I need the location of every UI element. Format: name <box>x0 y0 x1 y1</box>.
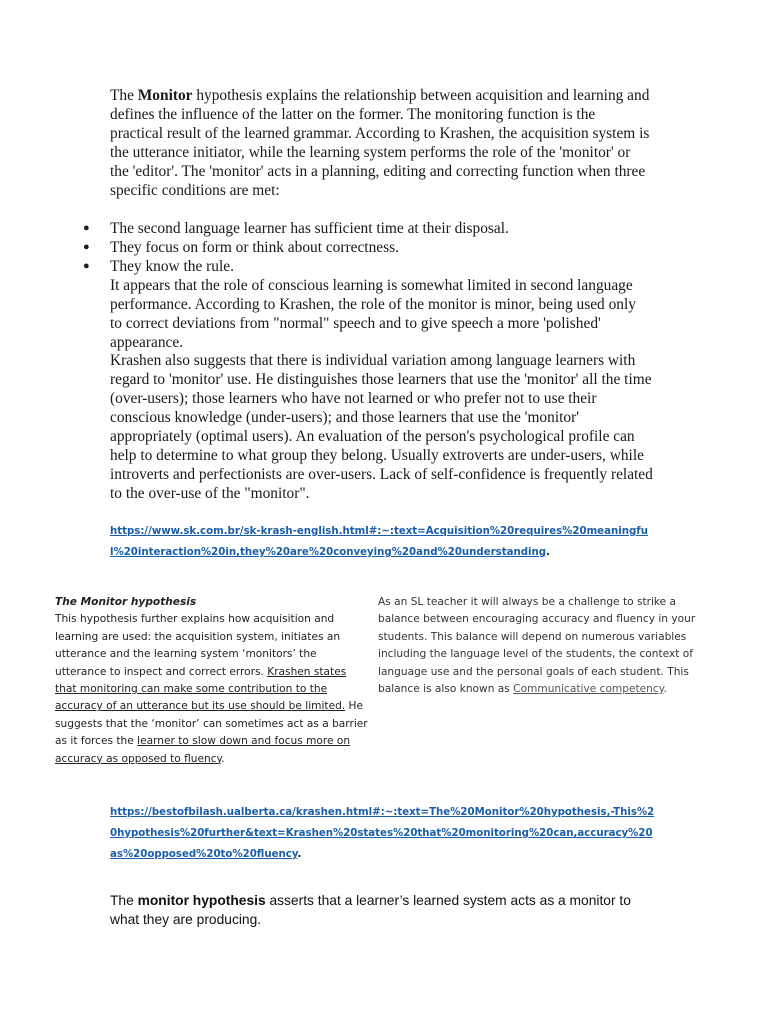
intro-text: hypothesis explains the relationship between acquisition and learning and defines the influence of the latter on the former. The monitoring function is the practical result of the learned grammar. According to Krashen, the acquisition system is the utterance initiator, while the learning system performs the role of the 'monitor' or the 'editor'. The 'monitor' acts in a planning, editing and correcting function when three specific conditions are met: <box>110 87 650 199</box>
communicative-competency-link[interactable]: Communicative competency <box>513 683 664 696</box>
intro-prefix: The <box>110 87 138 104</box>
source-link-1-block <box>110 520 655 562</box>
intro-paragraph <box>110 86 650 200</box>
left-column-end: . <box>221 752 225 765</box>
right-column-text: As an SL teacher it will always be a challenge to strike a balance between encouraging accuracy and fluency in your students. This balance will depend on numerous variables including the language level of the students, the context of language use and the personal goals of each student. This balance is also known as <box>378 596 696 696</box>
condition-item: ● They know the rule. <box>110 257 650 276</box>
monitor-hypothesis-term: monitor hypothesis <box>137 893 266 908</box>
conclusion-paragraph <box>110 891 655 929</box>
source-link-ualberta[interactable]: https://bestofbilash.ualberta.ca/krashen.html#:~:text=The%20Monitor%20hypothesis,-This%20hypothesis%20further&text=Krashen%20states%20that%20monitoring%20can,accuracy%20as%20opposed%20to%20fluency <box>110 807 655 860</box>
source-link-2-block <box>110 801 655 864</box>
source-link-1-period: . <box>546 547 550 558</box>
role-paragraph: It appears that the role of conscious learning is somewhat limited in second language performance. According to Krashen, the role of the monitor is minor, being used only to correct deviations from "normal" speech and to give speech a more 'polished' appearance. <box>110 277 636 351</box>
right-column <box>378 594 708 698</box>
condition-item: ● They focus on form or think about correctness. <box>110 238 650 257</box>
source-link-sk[interactable]: https://www.sk.com.br/sk-krash-english.html#:~:text=Acquisition%20requires%20meaningful%20interaction%20in,they%20are%20conveying%20and%20understanding <box>110 526 648 558</box>
conclusion-prefix: The <box>110 893 138 908</box>
left-column-text-1: This hypothesis further explains how acquisition and learning are used: the acquisition system, initiates an utterance and the learning system ‘monitors’ the utterance to inspect and correct errors. <box>55 613 341 678</box>
right-column-end: . <box>663 683 667 696</box>
monitor-term: Monitor <box>137 87 193 104</box>
conclusion-text: asserts that a learner’s learned system acts as a monitor to what they are producing. <box>110 893 631 927</box>
column-heading: The Monitor hypothesis <box>55 596 197 608</box>
source-link-2-period: . <box>297 849 302 860</box>
variation-paragraph: Krashen also suggests that there is individual variation among language learners with regard to 'monitor' use. He distinguishes those learners that use the 'monitor' all the time (over-users); those learners who have not learned or who prefer not to use their conscious knowledge (under-users); and those learners that use the 'monitor' appropriately (optimal users). An evaluation of the person's psychological profile can help to determine to what group they belong. Usually extroverts are under-users, while introverts and perfectionists are over-users. Lack of self-confidence is frequently related to the over-use of the "monitor". <box>110 352 653 502</box>
left-column <box>55 594 371 768</box>
left-column-text-2: He suggests that the ‘monitor’ can sometimes act as a barrier as it forces the <box>55 700 368 748</box>
left-column-underlined-1: Krashen states that monitoring can make some contribution to the accuracy of an utterance but its use should be limited. <box>55 665 347 713</box>
condition-item: ● The second language learner has sufficient time at their disposal. <box>110 219 650 238</box>
conditions-list <box>110 219 650 276</box>
left-column-underlined-2: learner to slow down and focus more on accuracy as opposed to fluency <box>55 735 351 765</box>
